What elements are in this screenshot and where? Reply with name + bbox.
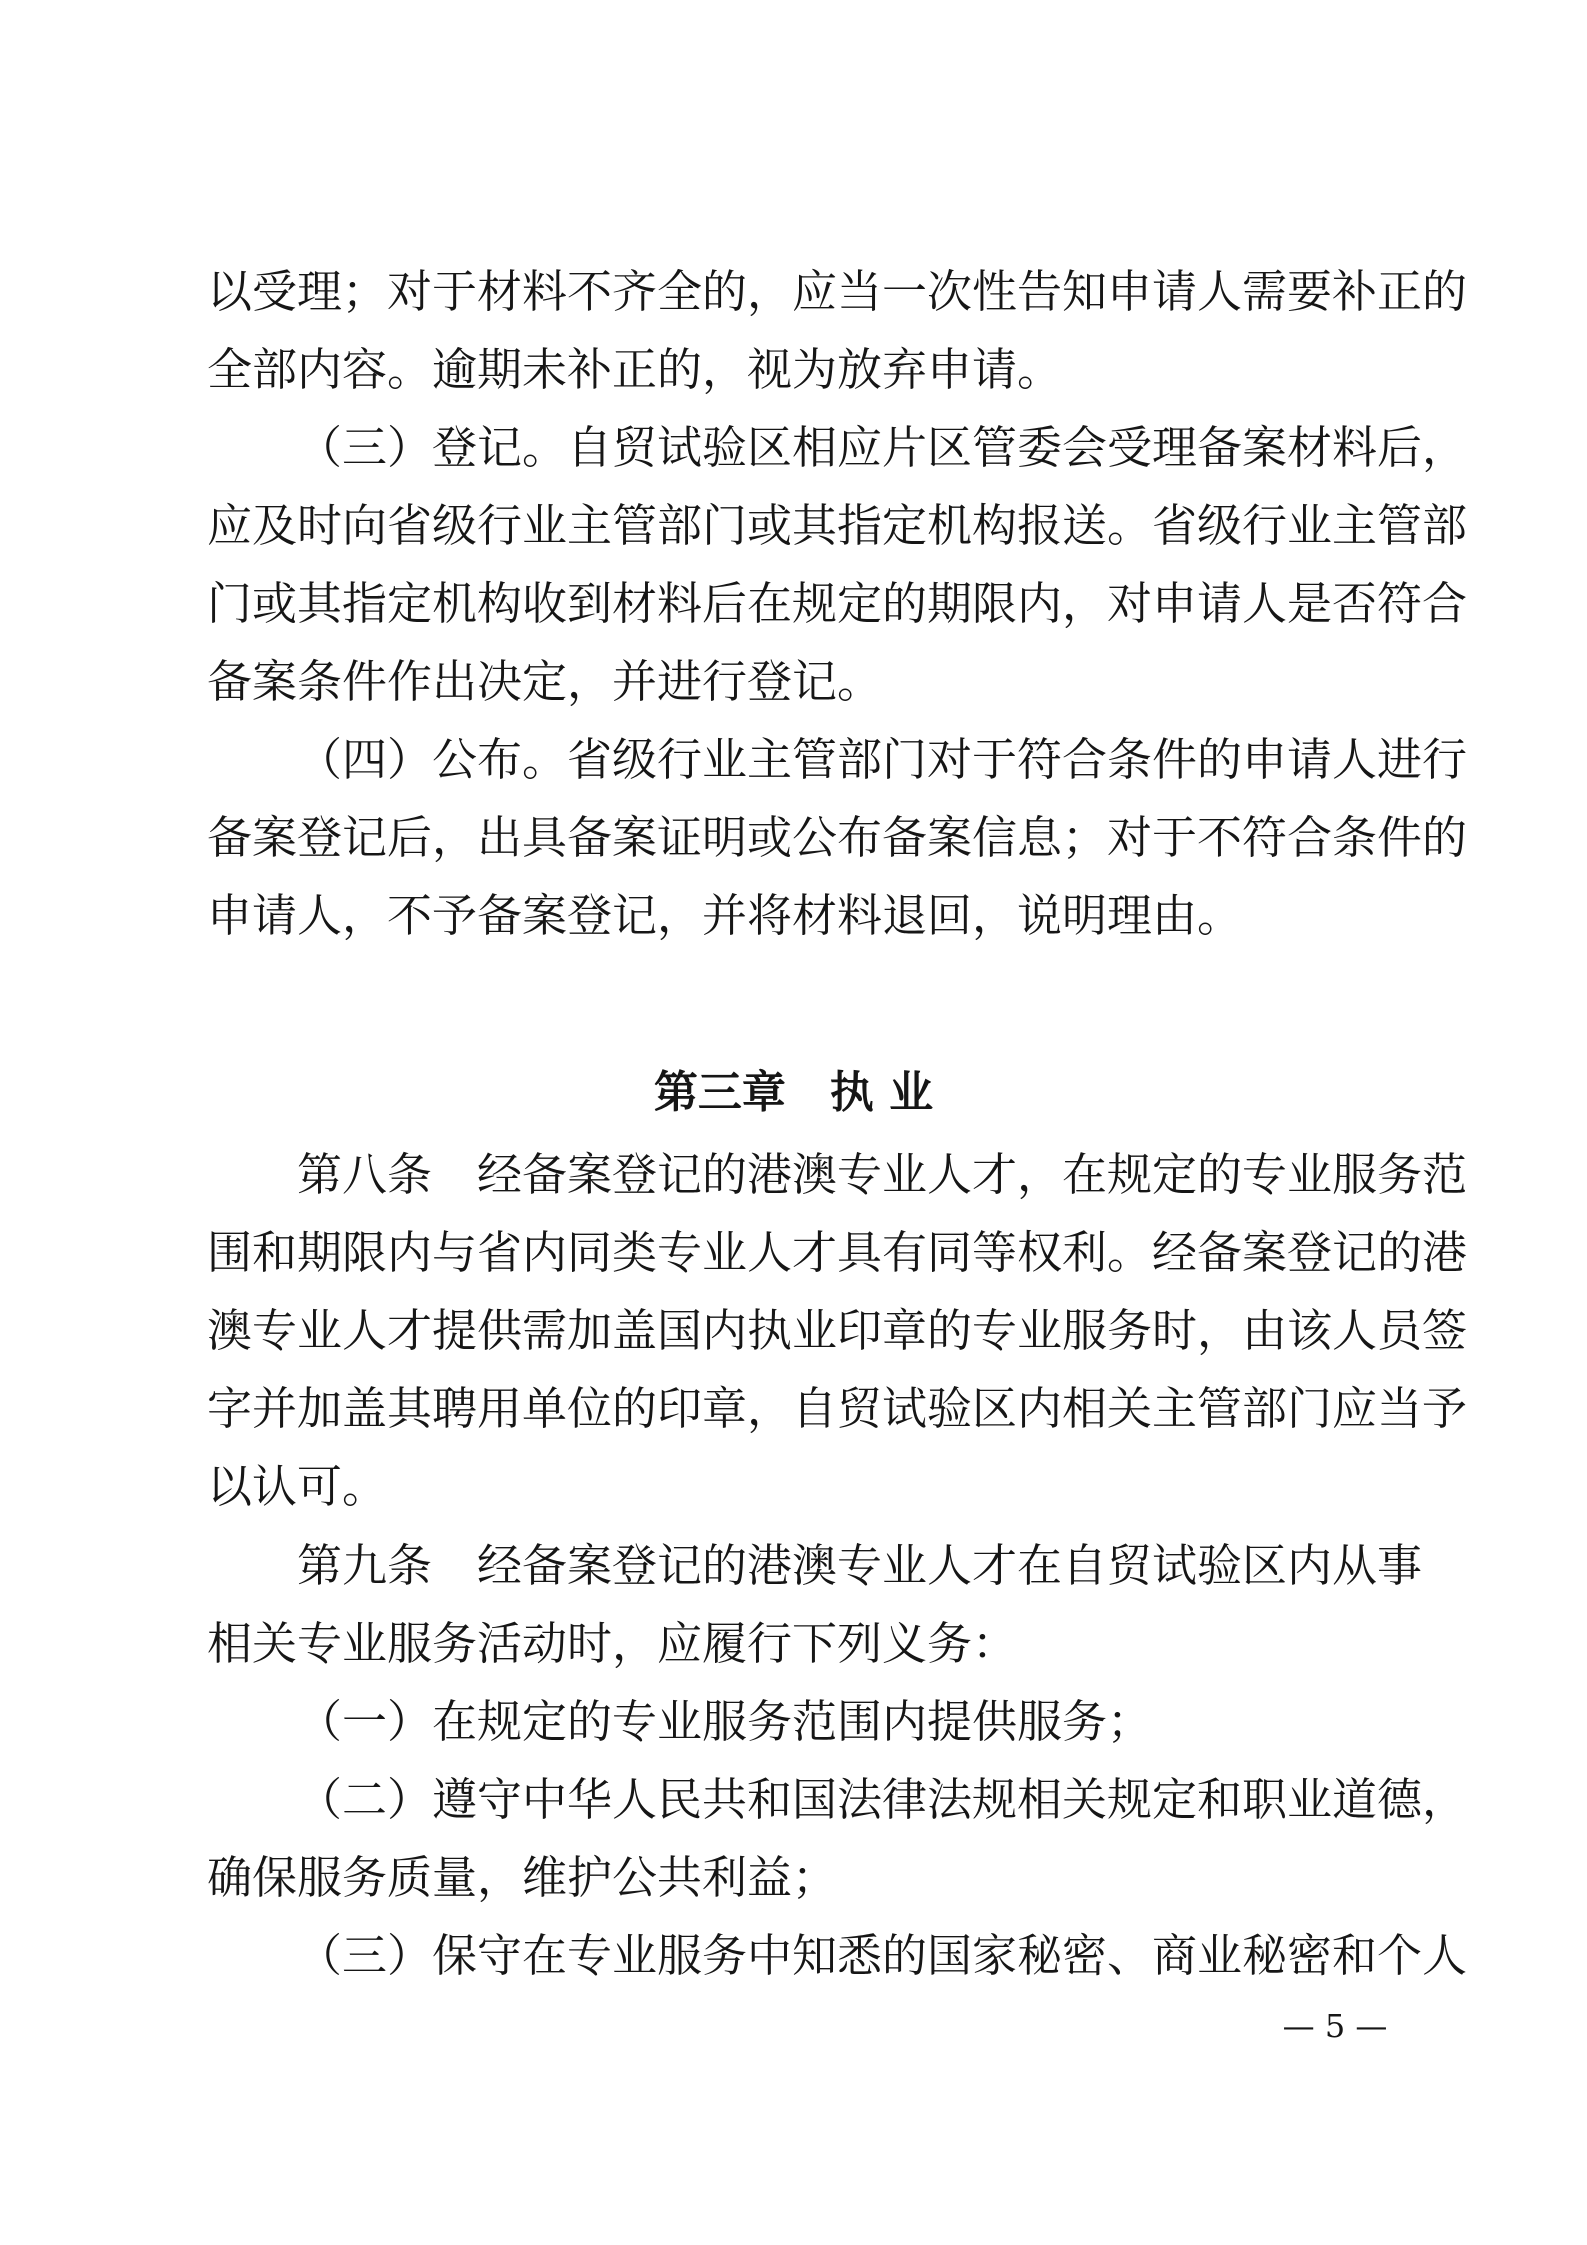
text-line: 确保服务质量，维护公共利益； bbox=[207, 1851, 838, 1904]
text-line: 相关专业服务活动时，应履行下列义务： bbox=[207, 1617, 1018, 1670]
text-line: 备案登记后，出具备案证明或公布备案信息；对于不符合条件的 bbox=[207, 811, 1468, 864]
text-line: （一）在规定的专业服务范围内提供服务； bbox=[297, 1695, 1153, 1748]
text-line: 第九条 经备案登记的港澳专业人才在自贸试验区内从事 bbox=[297, 1539, 1423, 1592]
text-line: 门或其指定机构收到材料后在规定的期限内，对申请人是否符合 bbox=[207, 577, 1468, 630]
text-line: 第八条 经备案登记的港澳专业人才，在规定的专业服务范 bbox=[297, 1148, 1468, 1201]
text-line: （二）遵守中华人民共和国法律法规相关规定和职业道德， bbox=[297, 1773, 1468, 1826]
text-line: 以认可。 bbox=[207, 1460, 388, 1513]
text-line: 备案条件作出决定，并进行登记。 bbox=[207, 655, 883, 708]
text-line: 围和期限内与省内同类专业人才具有同等权利。经备案登记的港 bbox=[207, 1226, 1468, 1279]
text-line: 申请人，不予备案登记，并将材料退回，说明理由。 bbox=[207, 889, 1243, 942]
text-line: （三）登记。自贸试验区相应片区管委会受理备案材料后， bbox=[297, 421, 1468, 474]
text-line: （四）公布。省级行业主管部门对于符合条件的申请人进行 bbox=[297, 733, 1468, 786]
text-line: 字并加盖其聘用单位的印章，自贸试验区内相关主管部门应当予 bbox=[207, 1382, 1468, 1435]
text-line: 应及时向省级行业主管部门或其指定机构报送。省级行业主管部 bbox=[207, 499, 1468, 552]
chapter-heading: 第三章 执 业 bbox=[653, 1067, 934, 1118]
text-line: 以受理；对于材料不齐全的，应当一次性告知申请人需要补正的 bbox=[207, 265, 1468, 318]
text-line: 澳专业人才提供需加盖国内执业印章的专业服务时，由该人员签 bbox=[207, 1304, 1468, 1357]
page-number: — 5 — bbox=[1282, 2007, 1388, 2045]
text-line: 全部内容。逾期未补正的，视为放弃申请。 bbox=[207, 343, 1063, 396]
text-line: （三）保守在专业服务中知悉的国家秘密、商业秘密和个人 bbox=[297, 1929, 1468, 1982]
